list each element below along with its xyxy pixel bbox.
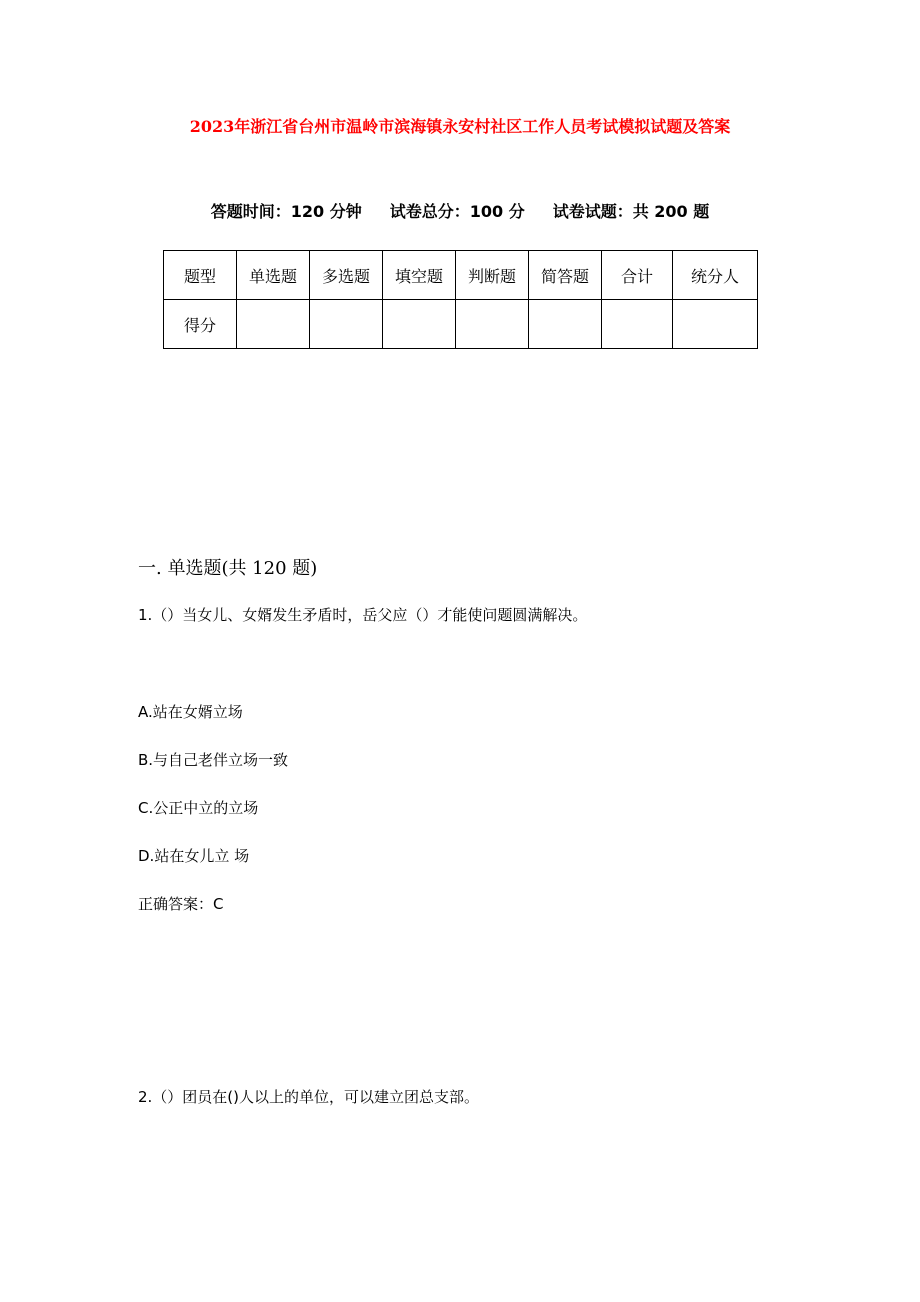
score-table-header-cell: 单选题	[237, 251, 310, 300]
exam-total-score: 试卷总分：100 分	[389, 202, 525, 221]
score-cell	[310, 300, 383, 349]
score-cell	[529, 300, 602, 349]
exam-question-count: 试卷试题：共 200 题	[552, 202, 710, 221]
score-cell	[383, 300, 456, 349]
score-table-score-row	[164, 300, 758, 349]
exam-time: 答题时间：120 分钟	[210, 202, 362, 221]
score-table-header-cell: 合计	[602, 251, 673, 300]
section-title: 一. 单选题(共 120 题)	[138, 558, 318, 579]
score-table-header-cell: 题型	[164, 251, 237, 300]
question-2-stem: 2.（）团员在()人以上的单位，可以建立团总支部。	[138, 1088, 480, 1106]
score-table-header-cell: 统分人	[673, 251, 758, 300]
score-table-header-cell: 填空题	[383, 251, 456, 300]
question-1-option-a: A.站在女婿立场	[138, 703, 243, 721]
exam-meta	[0, 199, 920, 222]
score-table-header-cell: 判断题	[456, 251, 529, 300]
score-table-header-cell: 多选题	[310, 251, 383, 300]
score-table	[163, 250, 758, 349]
question-1-stem: 1.（）当女儿、女婿发生矛盾时，岳父应（）才能使问题圆满解决。	[138, 606, 588, 624]
document-title: 2023年浙江省台州市温岭市滨海镇永安村社区工作人员考试模拟试题及答案	[189, 117, 731, 136]
score-row-label: 得分	[164, 300, 237, 349]
score-cell	[602, 300, 673, 349]
question-1-option-c: C.公正中立的立场	[138, 799, 259, 817]
question-1-answer: 正确答案：C	[138, 895, 224, 913]
score-cell	[237, 300, 310, 349]
question-1-option-b: B.与自己老伴立场一致	[138, 751, 289, 769]
question-1-option-d: D.站在女儿立 场	[138, 847, 250, 865]
score-table-header-row	[164, 251, 758, 300]
score-cell	[456, 300, 529, 349]
score-table-header-cell: 简答题	[529, 251, 602, 300]
score-cell	[673, 300, 758, 349]
